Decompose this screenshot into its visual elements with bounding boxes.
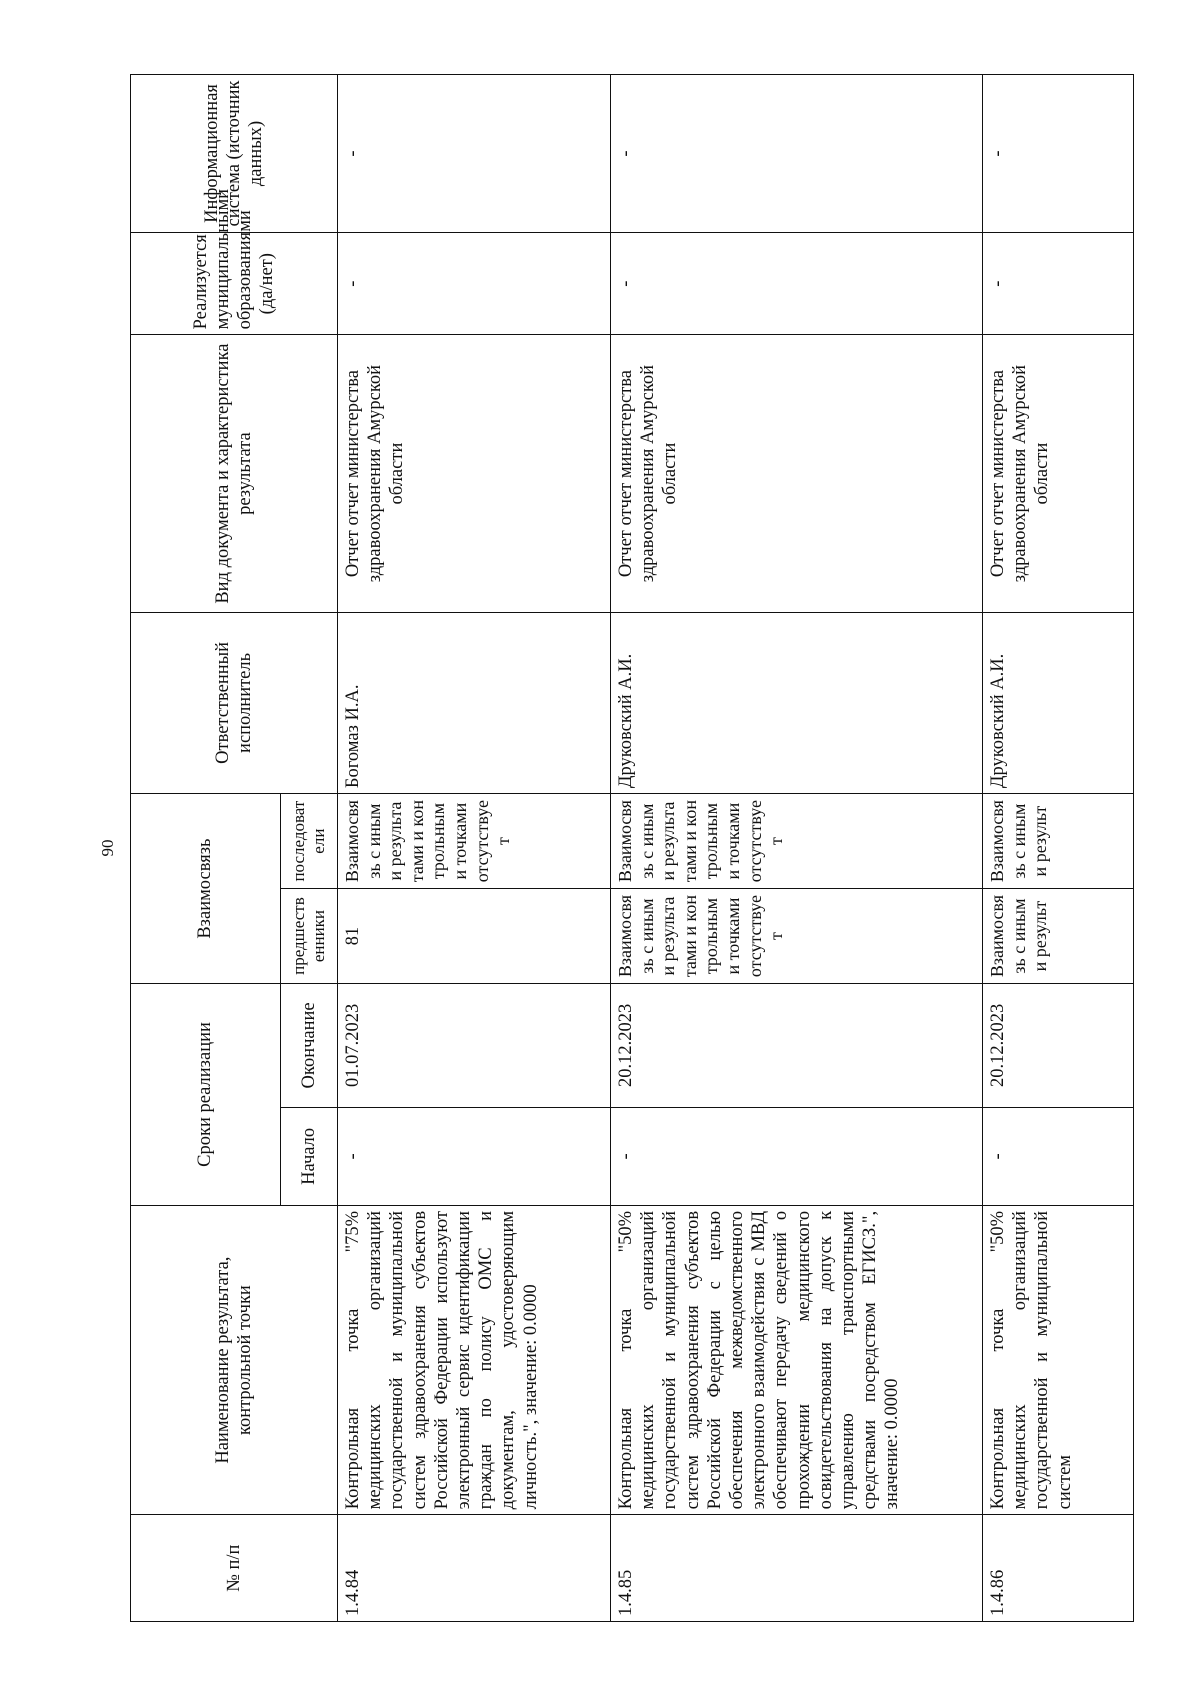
row-start: - [983, 1107, 1134, 1205]
row-start: - [338, 1107, 611, 1205]
row-exec: Друковский А.И. [611, 612, 983, 793]
row-info: - [338, 75, 611, 233]
header-info: Информационная система (источник данных) [131, 75, 338, 233]
header-end: Окончание [281, 984, 338, 1108]
plan-table [130, 74, 1134, 1622]
row-doc: Отчет отчет министерства здравоохранения Амурской области [338, 335, 611, 612]
row-num: 1.4.85 [611, 1515, 983, 1622]
header-link: Взаимосвязь [131, 794, 281, 984]
table-row [338, 75, 611, 1622]
header-dates: Сроки реализации [131, 984, 281, 1206]
row-doc: Отчет отчет министерства здравоохранения Амурской области [611, 335, 983, 612]
header-name: Наименование результата, контрольной точки [131, 1205, 338, 1514]
row-name: Контрольная точка "75% медицинских организаций государственной и муниципальной систем здравоохранения субъектов Российской Федерации используют электронный сервис идентификации граждан по полису ОМС и документам, удостоверяющим личность.", значение: 0.0000 [338, 1205, 611, 1514]
rotated-table-sheet [130, 74, 1132, 1622]
row-muni: - [611, 232, 983, 334]
header-muni: Реализуется муниципальными образованиями (да/нет) [131, 232, 338, 334]
page-number: 90 [98, 839, 117, 857]
header-pred: предшественники [281, 889, 338, 984]
row-info: - [983, 75, 1134, 233]
header-exec: Ответственный исполнитель [131, 612, 338, 793]
header-start: Начало [281, 1107, 338, 1205]
row-succ: Взаимосвязь с иными результ [983, 794, 1134, 889]
table-row [611, 75, 983, 1622]
row-doc: Отчет отчет министерства здравоохранения Амурской области [983, 335, 1134, 612]
row-muni: - [983, 232, 1134, 334]
row-pred: Взаимосвязь с иными результатами и контрольными точками отсутствует [611, 889, 983, 984]
row-pred: 81 [338, 889, 611, 984]
row-muni: - [338, 232, 611, 334]
row-pred: Взаимосвязь с иными результ [983, 889, 1134, 984]
row-exec: Друковский А.И. [983, 612, 1134, 793]
row-num: 1.4.84 [338, 1515, 611, 1622]
row-end: 01.07.2023 [338, 984, 611, 1108]
row-start: - [611, 1107, 983, 1205]
row-succ: Взаимосвязь с иными результатами и контрольными точками отсутствует [338, 794, 611, 889]
header-doc: Вид документа и характеристика результата [131, 335, 338, 612]
row-info: - [611, 75, 983, 233]
header-num: № п/п [131, 1515, 338, 1622]
header-succ: последователи [281, 794, 338, 889]
row-end: 20.12.2023 [983, 984, 1134, 1108]
row-exec: Богомаз И.А. [338, 612, 611, 793]
row-name: Контрольная точка "50% медицинских организаций государственной и муниципальной систем здравоохранения субъектов Российской Федерации с целью обеспечения межведомственного электронного взаимодействия с МВД обеспечивают передачу сведений о прохождении медицинского освидетельствования на допуск к управлению транспортными средствами посредством ЕГИСЗ.", значение: 0.0000 [611, 1205, 983, 1514]
table-row [983, 75, 1134, 1622]
row-num: 1.4.86 [983, 1515, 1134, 1622]
row-name: Контрольная точка "50% медицинских организаций государственной и муниципальной систем [983, 1205, 1134, 1514]
row-end: 20.12.2023 [611, 984, 983, 1108]
row-succ: Взаимосвязь с иными результатами и контрольными точками отсутствует [611, 794, 983, 889]
